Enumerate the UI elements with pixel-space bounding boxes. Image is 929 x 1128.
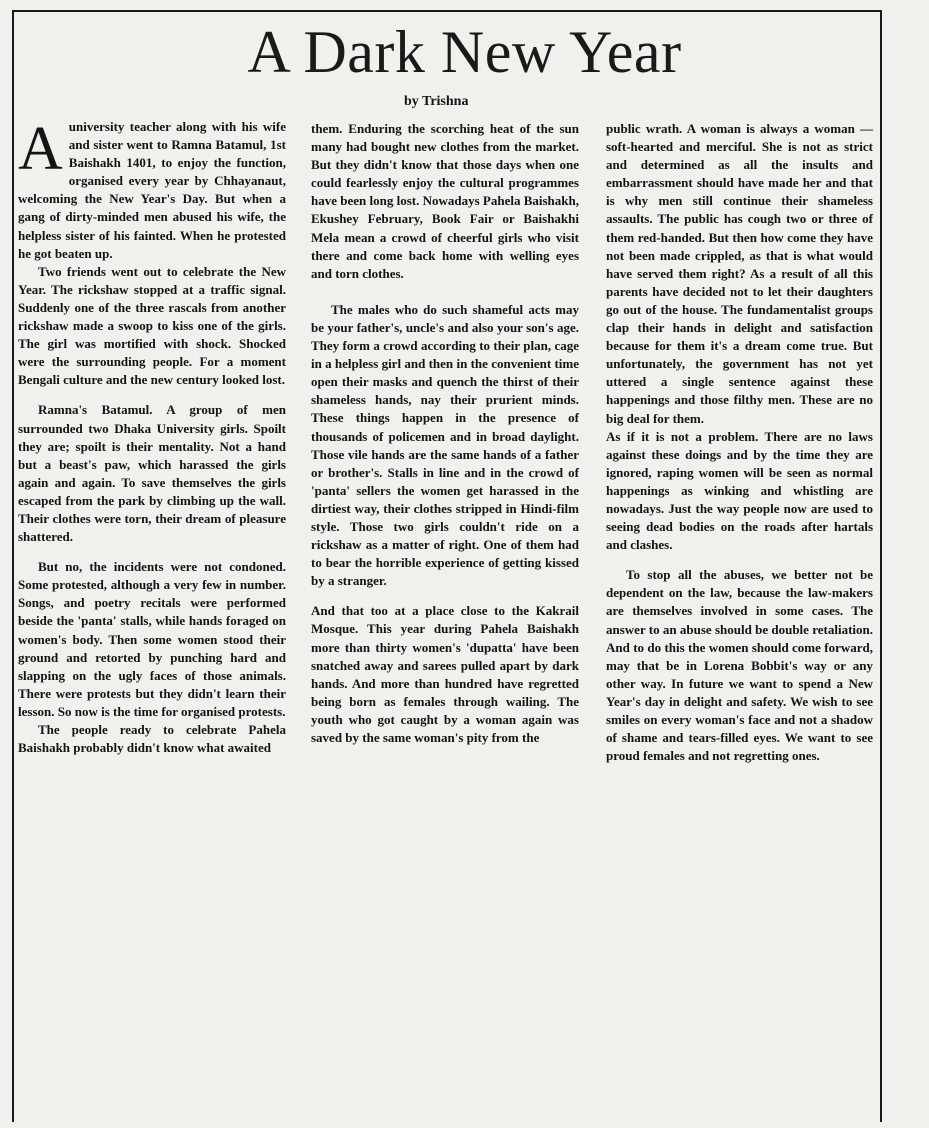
paragraph: public wrath. A woman is always a woman — soft-hearted and merciful. She is not as strict and determined as all the insults and embarrassment should have made her and that is why men still continue their shameless assaults. The public has cough two or three of them red-handed. But then how come they have not been made crippled, as that is what would have served them right? As a result of all this parents have decided not to let their daughters go out of the house. The fundamentalist groups clap their hands in delight and satisfaction because for them it's a dream come true. But unfortunately, the government has not yet uttered a single sentence against these happenings and those filthy men. These are no big deal for them.	[606, 121, 873, 426]
paragraph-text: university teacher along with his wife and sister went to Ramna Batamul, 1st Baishakh 1401, to enjoy the function, organised every year by Chhayanaut, welcoming the New Year's Day. But when a gang of dirty-minded men abused his wife, the helpless sister of his fainted. When he protested he got beaten up.	[18, 119, 286, 261]
paragraph	[18, 115, 286, 263]
drop-cap: A	[18, 115, 63, 183]
paragraph: And that too at a place close to the Kakrail Mosque. This year during Pahela Baishakh more than thirty women's 'dupatta' have been snatched away and sarees pulled apart by dark hands. And more than hundred have regretted being born as females through wailing. The youth who got caught by a woman again was saved by the same woman's pity from the	[311, 603, 579, 745]
paragraph: To stop all the abuses, we better not be dependent on the law, because the law-makers are themselves involved in some cases. The answer to an abuse should be double retaliation. And to do this the women should come forward, may that be in Lorena Bobbit's way or any other way. In future we want to spend a New Year's day in delight and safety. We wish to see smiles on every woman's face and not a shadow of shame and tears-filled eyes. We want to see proud females and not regretting ones.	[606, 567, 873, 764]
paragraph: The males who do such shameful acts may be your father's, uncle's and also your son's age. They form a crowd according to their plan, cage in a helpless girl and then in the convenient time open their masks and quench the thirst of their shameless hands, nay their prurient minds. These things happen in the presence of thousands of policemen and in broad daylight. Those vile hands are the same hands of a father or brother's. Stalls in line and in the crowd of 'panta' sellers the women get harassed in the dirtiest way, their clothes stripped in Hindi-film style. Those two girls couldn't ride on a rickshaw as a matter of right. One of them had to bear the horrible experience of getting kissed by a stranger.	[311, 301, 579, 589]
paragraph: But no, the incidents were not condoned. Some protested, although a very few in number. Songs, and poetry recitals were performed beside the 'panta' stalls, while hands foraged on women's body. Then some women stood their ground and retorted by punching hard and slapping on the ugly faces of those animals. There were protests but they didn't learn their lesson. So now is the time for organised protests.	[18, 559, 286, 719]
column-3	[606, 120, 873, 765]
column-2	[311, 120, 579, 747]
paragraph: them. Enduring the scorching heat of the sun many had bought new clothes from the market. But they didn't know that those days when one could fearlessly enjoy the cultural programmes have been long lost. Nowadays Pahela Baishakh, Ekushey February, Book Fair or Baishakhi Mela mean a crowd of cheerful girls who visit there and come back home with welling eyes and torn clothes.	[311, 121, 579, 281]
paragraph: The people ready to celebrate Pahela Baishakh probably didn't know what awaited	[18, 722, 286, 756]
article-title: A Dark New Year	[247, 19, 682, 85]
paragraph: Ramna's Batamul. A group of men surrounded two Dhaka University girls. Spoilt they are; spoilt is their mentality. Not a hand but a beast's paw, which harassed the girls again and again. To save themselves the girls escaped from the park by climbing up the wall. Their clothes were torn, their dream of pleasure shattered.	[18, 402, 286, 545]
byline: by Trishna	[404, 94, 469, 109]
paragraph: Two friends went out to celebrate the New Year. The rickshaw stopped at a traffic signal. Suddenly one of the three rascals from another rickshaw made a swoop to kiss one of the girls. The girl was mortified with shock. Shocked were the surrounding people. For a moment Bengali culture and the new century looked lost.	[18, 263, 286, 388]
column-1	[18, 115, 286, 757]
paragraph: As if it is not a problem. There are no laws against these doings and by the time they are ignored, raping women will be seen as normal happenings as winking and whistling are nowadays. Just the way people now are used to seeing dead bodies on the roads after hartals and clashes.	[606, 428, 873, 553]
